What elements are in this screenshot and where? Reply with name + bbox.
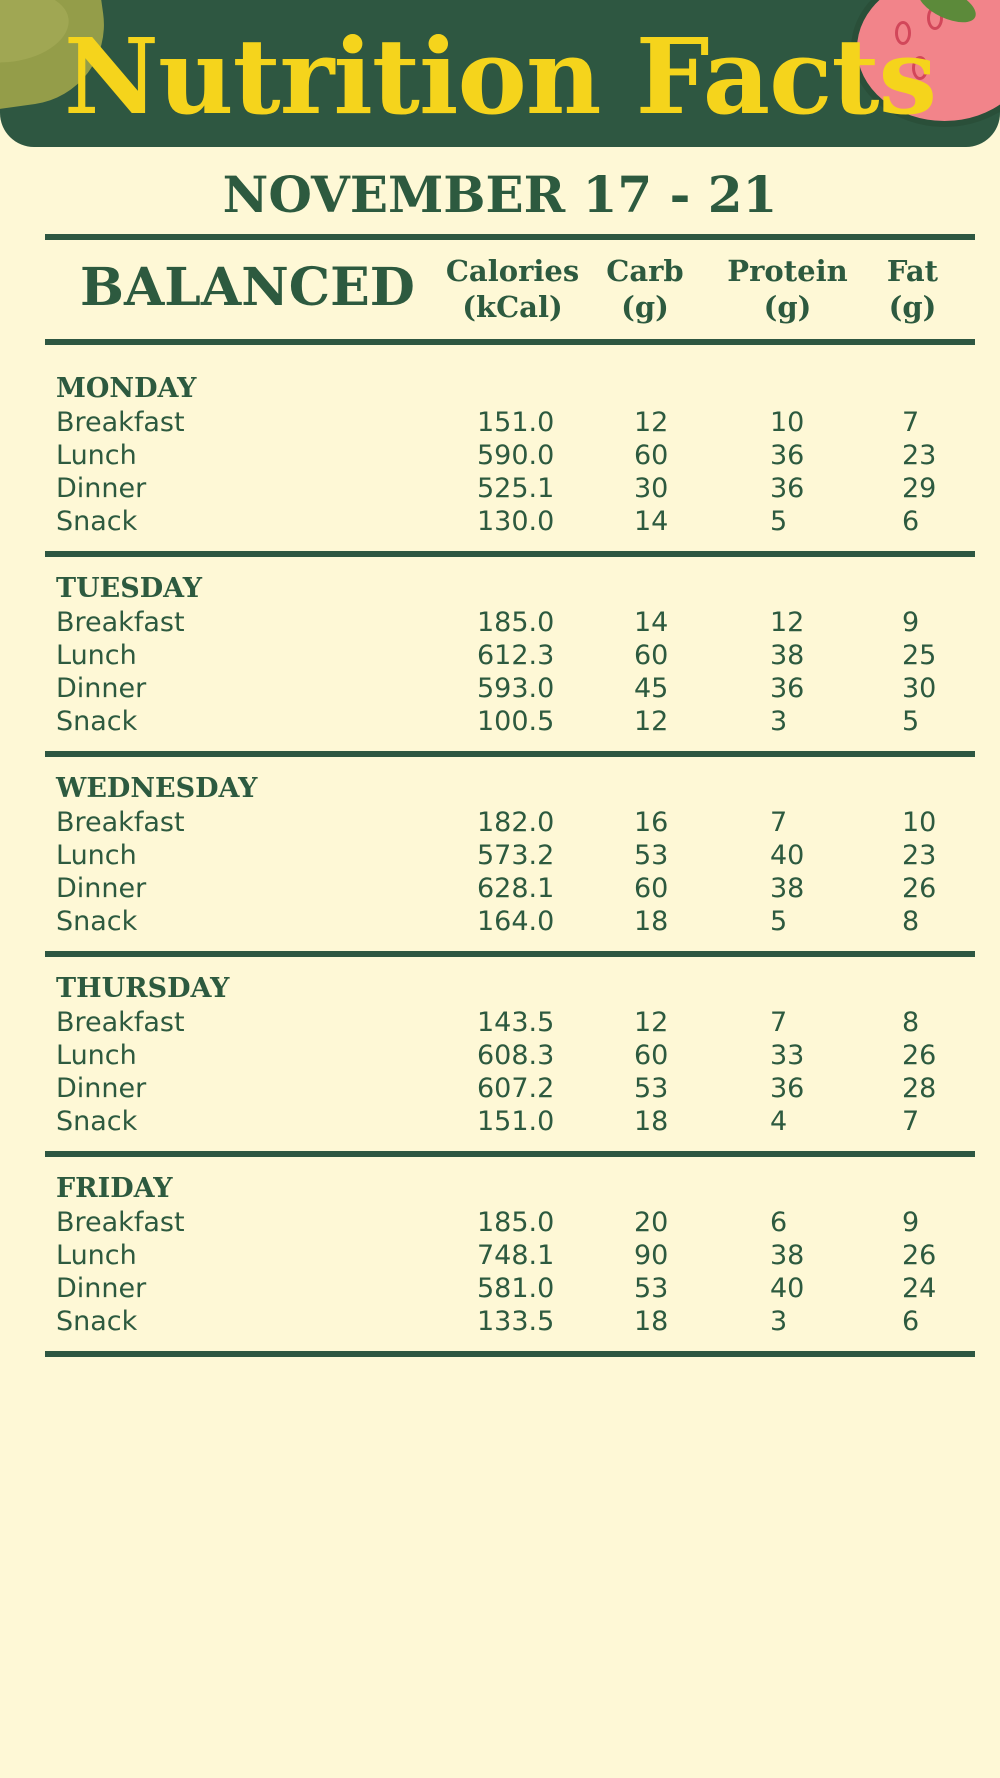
fat-value: 26 (902, 873, 937, 904)
header-banner (0, 0, 1000, 147)
fat-value: 28 (902, 1073, 937, 1104)
calories-value: 748.1 (477, 1240, 555, 1271)
meal-label: Dinner (56, 1073, 147, 1104)
day-heading: MONDAY (56, 373, 197, 404)
divider (45, 1151, 975, 1157)
protein-value: 40 (770, 840, 805, 871)
calories-value: 185.0 (477, 1207, 555, 1238)
divider (45, 551, 975, 557)
calories-value: 612.3 (477, 640, 555, 671)
divider (45, 1351, 975, 1357)
calories-value: 608.3 (477, 1040, 555, 1071)
plan-name: BALANCED (80, 257, 415, 318)
protein-value: 5 (770, 906, 788, 937)
carb-value: 14 (634, 607, 669, 638)
carb-value: 18 (634, 1306, 669, 1337)
column-header-fat: Fat (g) (886, 254, 939, 324)
calories-value: 100.5 (477, 706, 555, 737)
protein-value: 3 (770, 706, 788, 737)
column-header-calories: Calories (kCal) (445, 254, 580, 324)
calories-value: 525.1 (477, 473, 555, 504)
protein-value: 6 (770, 1207, 788, 1238)
fat-value: 26 (902, 1040, 937, 1071)
protein-value: 38 (770, 640, 805, 671)
calories-value: 164.0 (477, 906, 555, 937)
fat-value: 25 (902, 640, 937, 671)
carb-value: 12 (634, 1007, 669, 1038)
fat-value: 6 (902, 1306, 920, 1337)
protein-value: 3 (770, 1306, 788, 1337)
fat-value: 10 (902, 807, 937, 838)
protein-value: 7 (770, 807, 788, 838)
meal-label: Breakfast (56, 1207, 185, 1238)
calories-value: 130.0 (477, 506, 555, 537)
calories-value: 590.0 (477, 440, 555, 471)
column-header-carb: Carb (g) (606, 254, 684, 324)
fat-value: 7 (902, 407, 920, 438)
fat-value: 29 (902, 473, 937, 504)
carb-value: 60 (634, 440, 669, 471)
fat-value: 8 (902, 1007, 920, 1038)
fat-value: 9 (902, 1207, 920, 1238)
protein-value: 33 (770, 1040, 805, 1071)
meal-label: Dinner (56, 473, 147, 504)
protein-value: 36 (770, 1073, 805, 1104)
carb-value: 14 (634, 506, 669, 537)
carb-value: 18 (634, 906, 669, 937)
meal-label: Snack (56, 906, 138, 937)
meal-label: Snack (56, 1106, 138, 1137)
protein-value: 5 (770, 506, 788, 537)
carb-value: 90 (634, 1240, 669, 1271)
fat-value: 30 (902, 673, 937, 704)
carb-value: 20 (634, 1207, 669, 1238)
meal-label: Snack (56, 706, 138, 737)
day-heading: TUESDAY (56, 573, 203, 604)
carb-value: 18 (634, 1106, 669, 1137)
day-heading: WEDNESDAY (56, 773, 258, 804)
fat-value: 26 (902, 1240, 937, 1271)
carb-value: 12 (634, 407, 669, 438)
calories-value: 151.0 (477, 1106, 555, 1137)
carb-value: 53 (634, 1073, 669, 1104)
fat-value: 24 (902, 1273, 937, 1304)
meal-label: Dinner (56, 873, 147, 904)
carb-value: 45 (634, 673, 669, 704)
protein-value: 38 (770, 873, 805, 904)
protein-value: 38 (770, 1240, 805, 1271)
calories-value: 573.2 (477, 840, 555, 871)
carb-value: 16 (634, 807, 669, 838)
carb-value: 60 (634, 1040, 669, 1071)
meal-label: Breakfast (56, 607, 185, 638)
calories-value: 581.0 (477, 1273, 555, 1304)
fat-value: 5 (902, 706, 920, 737)
calories-value: 143.5 (477, 1007, 555, 1038)
column-header-protein: Protein (g) (727, 254, 848, 324)
day-heading: THURSDAY (56, 973, 230, 1004)
protein-value: 36 (770, 473, 805, 504)
meal-label: Breakfast (56, 807, 185, 838)
meal-label: Breakfast (56, 1007, 185, 1038)
fat-value: 6 (902, 506, 920, 537)
protein-value: 7 (770, 1007, 788, 1038)
meal-label: Snack (56, 506, 138, 537)
protein-value: 4 (770, 1106, 788, 1137)
divider (45, 951, 975, 957)
meal-label: Lunch (56, 440, 137, 471)
fat-value: 9 (902, 607, 920, 638)
divider (45, 234, 975, 240)
meal-label: Lunch (56, 640, 137, 671)
protein-value: 40 (770, 1273, 805, 1304)
carb-value: 53 (634, 1273, 669, 1304)
protein-value: 36 (770, 673, 805, 704)
meal-label: Breakfast (56, 407, 185, 438)
divider (45, 751, 975, 757)
fat-value: 23 (902, 440, 937, 471)
protein-value: 36 (770, 440, 805, 471)
protein-value: 12 (770, 607, 805, 638)
day-heading: FRIDAY (56, 1173, 173, 1204)
meal-label: Dinner (56, 673, 147, 704)
meal-label: Lunch (56, 840, 137, 871)
calories-value: 151.0 (477, 407, 555, 438)
calories-value: 628.1 (477, 873, 555, 904)
divider (45, 339, 975, 345)
fat-value: 8 (902, 906, 920, 937)
page-title: Nutrition Facts (63, 15, 937, 138)
meal-label: Lunch (56, 1040, 137, 1071)
meal-label: Dinner (56, 1273, 147, 1304)
calories-value: 182.0 (477, 807, 555, 838)
meal-label: Snack (56, 1306, 138, 1337)
fat-value: 7 (902, 1106, 920, 1137)
meal-label: Lunch (56, 1240, 137, 1271)
calories-value: 607.2 (477, 1073, 555, 1104)
carb-value: 53 (634, 840, 669, 871)
calories-value: 133.5 (477, 1306, 555, 1337)
carb-value: 60 (634, 873, 669, 904)
carb-value: 12 (634, 706, 669, 737)
carb-value: 60 (634, 640, 669, 671)
calories-value: 185.0 (477, 607, 555, 638)
protein-value: 10 (770, 407, 805, 438)
date-range: NOVEMBER 17 - 21 (222, 165, 778, 224)
fat-value: 23 (902, 840, 937, 871)
calories-value: 593.0 (477, 673, 555, 704)
carb-value: 30 (634, 473, 669, 504)
